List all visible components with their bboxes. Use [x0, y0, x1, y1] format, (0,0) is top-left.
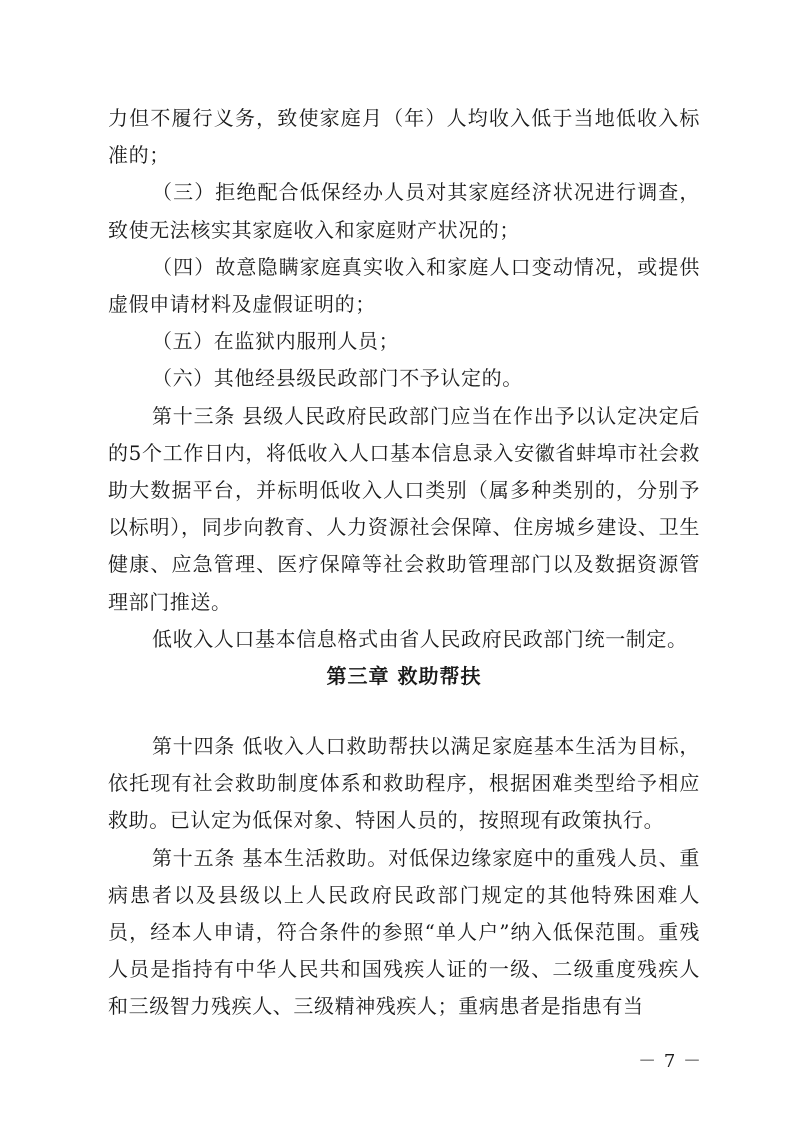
paragraph: （六）其他经县级民政部门不予认定的。 — [152, 366, 523, 391]
chapter-title: 第三章 救助帮扶 — [326, 664, 482, 688]
paragraph: （四）故意隐瞒家庭真实收入和家庭人口变动情况，或提供虚假申请材料及虚假证明的； — [108, 254, 700, 317]
paragraph: （三）拒绝配合低保经办人员对其家庭经济状况进行调查，致使无法核实其家庭收入和家庭财产状况的； — [108, 180, 700, 242]
paragraph: 第十四条 低收入人口救助帮扶以满足家庭基本生活为目标，依托现有社会救助制度体系和救助程序，根据困难类型给予相应救助。已认定为低保对象、特困人员的，按照现有政策执行。 — [108, 734, 700, 833]
paragraph: 第十三条 县级人民政府民政部门应当在作出予以认定决定后的5个工作日内，将低收入人口基本信息录入安徽省蚌埠市社会救助大数据平台，并标明低收入人口类别（属多种类别的，分别予以标明），同步向教育、人力资源社会保障、住房城乡建设、卫生健康、应急管理、医疗保障等社会救助管理部门以及数据资源管理部门推送。 — [108, 403, 700, 614]
body-text-top — [108, 100, 700, 658]
page-number: － 7 － — [638, 1051, 702, 1072]
paragraph: 低收入人口基本信息格式由省人民政府民政部门统一制定。 — [152, 626, 688, 651]
paragraph: （五）在监狱内服刑人员； — [152, 329, 400, 354]
body-text-bottom — [108, 728, 700, 1026]
paragraph: 第十五条 基本生活救助。对低保边缘家庭中的重残人员、重病患者以及县级以上人民政府民政部门规定的其他特殊困难人员，经本人申请，符合条件的参照“单人户”纳入低保范围。重残人员是指持有中华人民共和国残疾人证的一级、二级重度残疾人和三级智力残疾人、三级精神残疾人；重病患者是指患有当 — [108, 845, 700, 1019]
paragraph: 力但不履行义务，致使家庭月（年）人均收入低于当地低收入标准的； — [108, 106, 700, 168]
